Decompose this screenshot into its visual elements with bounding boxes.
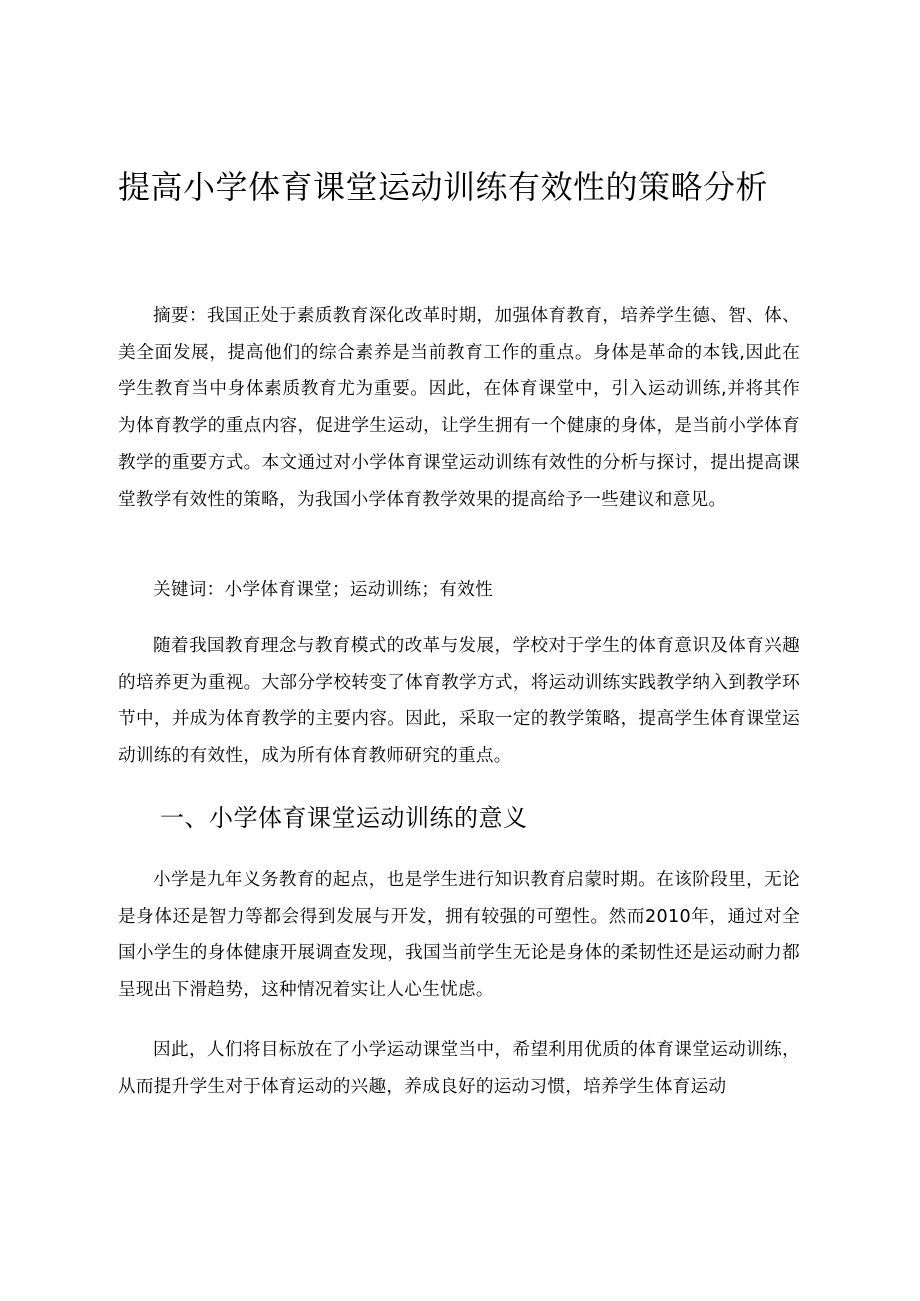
document-title: 提高小学体育课堂运动训练有效性的策略分析: [118, 168, 769, 206]
abstract-label: 摘要：: [153, 306, 207, 326]
keywords-label: 关键词：: [153, 580, 225, 600]
keywords-text: 小学体育课堂；运动训练；有效性: [224, 580, 493, 600]
section-1-paragraph-2: 因此，人们将目标放在了小学运动课堂当中，希望利用优质的体育课堂运动训练，从而提升学生对于体育运动的兴趣，养成良好的运动习惯，培养学生体育运动: [118, 1040, 800, 1097]
keywords-paragraph: [118, 572, 800, 609]
section-1-paragraph-1: 小学是九年义务教育的起点，也是学生进行知识教育启蒙时期。在该阶段里，无论是身体还是智力等都会得到发展与开发，拥有较强的可塑性。然而2010年，通过对全国小学生的身体健康开展调查发现，我国当前学生无论是身体的柔韧性还是运动耐力都呈现出下滑趋势，这种情况着实让人心生忧虑。: [118, 870, 800, 1001]
abstract-text: 我国正处于素质教育深化改革时期，加强体育教育，培养学生德、智、体、美全面发展，提高他们的综合素养是当前教育工作的重点。身体是革命的本钱,因此在学生教育当中身体素质教育尤为重要。因此，在体育课堂中，引入运动训练,并将其作为体育教学的重点内容，促进学生运动，让学生拥有一个健康的身体，是当前小学体育教学的重要方式。本文通过对小学体育课堂运动训练有效性的分析与探讨，提出提高课堂教学有效性的策略，为我国小学体育教学效果的提高给予一些建议和意见。: [118, 306, 801, 510]
intro-paragraph: 随着我国教育理念与教育模式的改革与发展，学校对于学生的体育意识及体育兴趣的培养更为重视。大部分学校转变了体育教学方式，将运动训练实践教学纳入到教学环节中，并成为体育教学的主要内容。因此，采取一定的教学策略，提高学生体育课堂运动训练的有效性，成为所有体育教师研究的重点。: [118, 636, 800, 767]
abstract-paragraph: [118, 298, 800, 518]
section-1-heading: 一、小学体育课堂运动训练的意义: [160, 804, 528, 832]
